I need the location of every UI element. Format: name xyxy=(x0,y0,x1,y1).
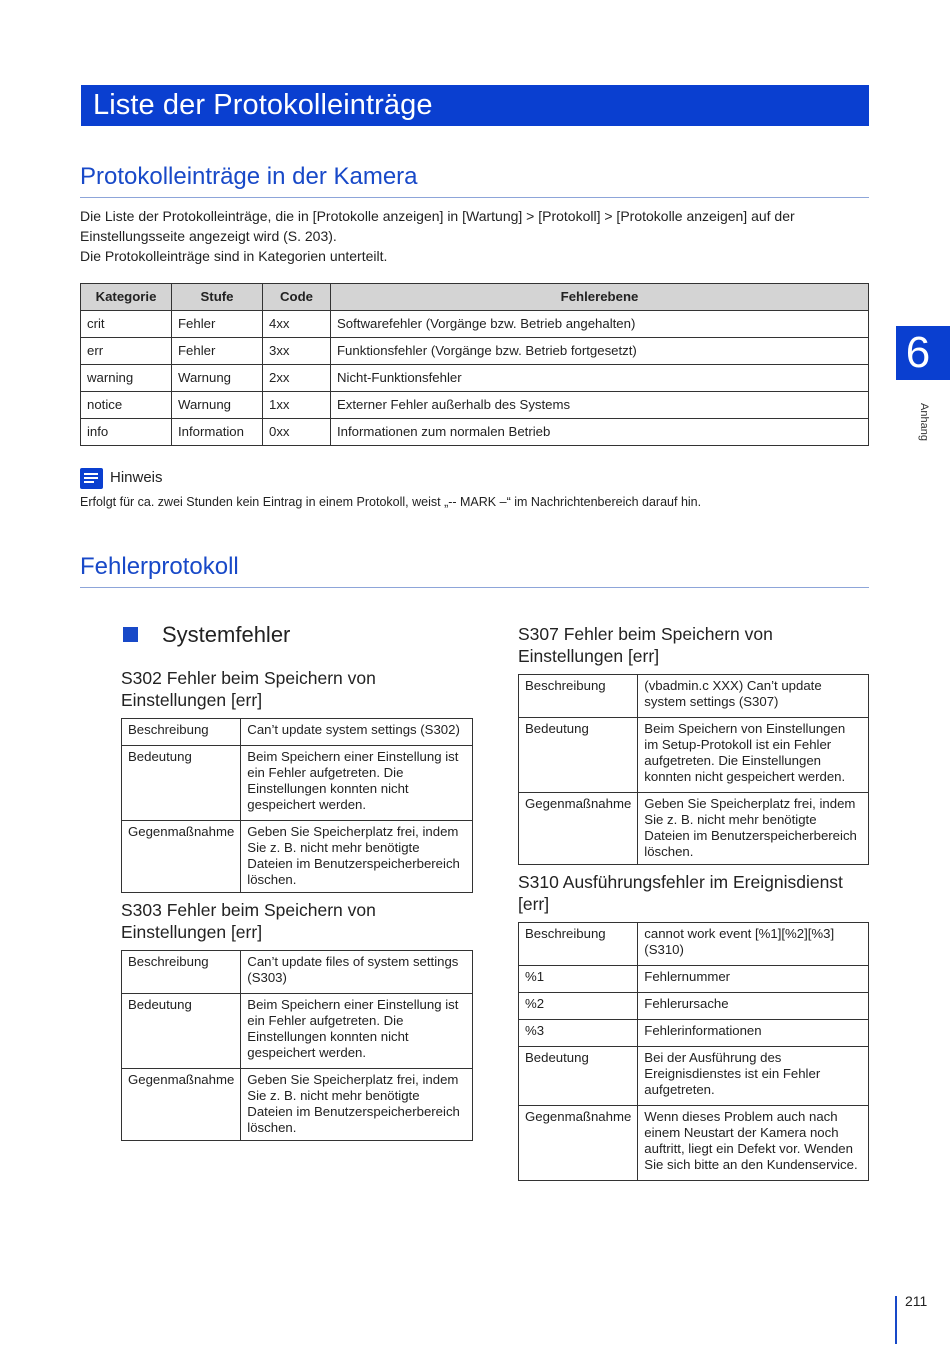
cell-fehlerebene: Informationen zum normalen Betrieb xyxy=(331,419,869,446)
chapter-number: 6 xyxy=(905,328,931,377)
table-row xyxy=(519,993,869,1020)
cell-kategorie: notice xyxy=(81,392,172,419)
hint-label: Hinweis xyxy=(110,469,163,486)
row-key: %1 xyxy=(519,966,638,993)
row-key: Beschreibung xyxy=(122,719,241,746)
row-key: Gegenmaßnahme xyxy=(122,1069,241,1141)
col-header-stufe: Stufe xyxy=(172,284,263,311)
row-value: Fehlerinformationen xyxy=(638,1020,869,1047)
cell-stufe: Fehler xyxy=(172,338,263,365)
s307-title-line-2: Einstellungen [err] xyxy=(518,646,660,666)
cell-kategorie: info xyxy=(81,419,172,446)
section-heading-camera-log: Protokolleinträge in der Kamera xyxy=(80,163,418,190)
chapter-label-container xyxy=(908,398,936,458)
table-row xyxy=(122,746,473,821)
chapter-label: Anhang xyxy=(918,403,930,441)
s310-title xyxy=(518,871,843,915)
cell-code: 2xx xyxy=(263,365,331,392)
table-row xyxy=(122,821,473,893)
s303-title-line-1: S303 Fehler beim Speichern von xyxy=(121,900,376,920)
table-header-row xyxy=(81,284,869,311)
row-value: Fehlernummer xyxy=(638,966,869,993)
s310-title-line-1: S310 Ausführungsfehler im Ereignisdienst xyxy=(518,872,843,892)
cell-code: 1xx xyxy=(263,392,331,419)
row-value: Geben Sie Speicherplatz frei, indem Sie z. B. nicht mehr benötigte Dateien im Benutzerspeicherbereich löschen. xyxy=(241,821,473,893)
cell-stufe: Warnung xyxy=(172,365,263,392)
table-row xyxy=(519,718,869,793)
cell-fehlerebene: Funktionsfehler (Vorgänge bzw. Betrieb fortgesetzt) xyxy=(331,338,869,365)
cell-code: 3xx xyxy=(263,338,331,365)
row-key: %2 xyxy=(519,993,638,1020)
table-row xyxy=(519,1020,869,1047)
row-key: Bedeutung xyxy=(122,746,241,821)
row-value: Wenn dieses Problem auch nach einem Neustart der Kamera noch auftritt, liegt ein Defekt vor. Wenden Sie sich bitte an den Kundenservice. xyxy=(638,1106,869,1181)
col-header-kategorie: Kategorie xyxy=(81,284,172,311)
s307-title-line-1: S307 Fehler beim Speichern von xyxy=(518,624,773,644)
row-value: Geben Sie Speicherplatz frei, indem Sie z. B. nicht mehr benötigte Dateien im Benutzerspeicherbereich löschen. xyxy=(241,1069,473,1141)
section-heading-error-log: Fehlerprotokoll xyxy=(80,553,239,580)
page-number: 211 xyxy=(905,1293,928,1309)
table-row xyxy=(519,1106,869,1181)
row-key: Gegenmaßnahme xyxy=(122,821,241,893)
s302-title xyxy=(121,667,376,711)
square-bullet-icon xyxy=(123,627,138,642)
row-key: Bedeutung xyxy=(519,718,638,793)
row-value: Beim Speichern von Einstellungen im Setup-Protokoll ist ein Fehler aufgetreten. Die Einstellungen konnten nicht gespeichert werden. xyxy=(638,718,869,793)
row-value: cannot work event [%1][%2][%3] (S310) xyxy=(638,923,869,966)
row-key: Beschreibung xyxy=(519,923,638,966)
table-row xyxy=(122,951,473,994)
s307-table xyxy=(518,674,869,865)
section-divider xyxy=(80,197,869,198)
cell-code: 0xx xyxy=(263,419,331,446)
table-row xyxy=(81,419,869,446)
intro-line-3: Die Protokolleinträge sind in Kategorien unterteilt. xyxy=(80,248,388,264)
s307-title xyxy=(518,623,773,667)
table-row xyxy=(81,338,869,365)
row-key: Gegenmaßnahme xyxy=(519,1106,638,1181)
table-row xyxy=(519,1047,869,1106)
row-key: Beschreibung xyxy=(519,675,638,718)
row-value: Beim Speichern einer Einstellung ist ein Fehler aufgetreten. Die Einstellungen konnten nicht gespeichert werden. xyxy=(241,746,473,821)
subsection-heading: Systemfehler xyxy=(162,622,291,647)
log-category-table xyxy=(80,283,869,446)
col-header-fehlerebene: Fehlerebene xyxy=(331,284,869,311)
s302-title-line-2: Einstellungen [err] xyxy=(121,690,263,710)
table-row xyxy=(122,719,473,746)
cell-stufe: Warnung xyxy=(172,392,263,419)
s310-title-line-2: [err] xyxy=(518,894,550,914)
page-number-rule xyxy=(895,1296,897,1344)
table-row xyxy=(519,966,869,993)
s302-title-line-1: S302 Fehler beim Speichern von xyxy=(121,668,376,688)
table-row xyxy=(122,1069,473,1141)
table-row xyxy=(122,994,473,1069)
note-icon xyxy=(80,468,103,489)
cell-stufe: Fehler xyxy=(172,311,263,338)
cell-fehlerebene: Softwarefehler (Vorgänge bzw. Betrieb angehalten) xyxy=(331,311,869,338)
page-title: Liste der Protokolleinträge xyxy=(93,89,433,121)
hint-text: Erfolgt für ca. zwei Stunden kein Eintrag in einem Protokoll, weist „-- MARK –“ im Nachrichtenbereich darauf hin. xyxy=(80,495,702,509)
cell-kategorie: err xyxy=(81,338,172,365)
s303-title-line-2: Einstellungen [err] xyxy=(121,922,263,942)
table-row xyxy=(519,793,869,865)
row-value: (vbadmin.c XXX) Can’t update system settings (S307) xyxy=(638,675,869,718)
intro-line-1: Die Liste der Protokolleinträge, die in [Protokolle anzeigen] in [Wartung] > [Protokoll] > [Protokolle anzeigen] auf der xyxy=(80,208,795,224)
intro-paragraph xyxy=(80,206,870,266)
row-key: Gegenmaßnahme xyxy=(519,793,638,865)
s302-table xyxy=(121,718,473,893)
section-divider xyxy=(80,587,869,588)
s303-title xyxy=(121,899,376,943)
s303-table xyxy=(121,950,473,1141)
cell-kategorie: warning xyxy=(81,365,172,392)
row-value: Can’t update system settings (S302) xyxy=(241,719,473,746)
row-value: Fehlerursache xyxy=(638,993,869,1020)
cell-stufe: Information xyxy=(172,419,263,446)
s310-table xyxy=(518,922,869,1181)
intro-line-2: Einstellungsseite angezeigt wird (S. 203). xyxy=(80,228,337,244)
table-row xyxy=(81,392,869,419)
col-header-code: Code xyxy=(263,284,331,311)
row-value: Bei der Ausführung des Ereignisdienstes ist ein Fehler aufgetreten. xyxy=(638,1047,869,1106)
table-row xyxy=(81,311,869,338)
table-row xyxy=(519,923,869,966)
table-row xyxy=(81,365,869,392)
row-key: %3 xyxy=(519,1020,638,1047)
cell-fehlerebene: Externer Fehler außerhalb des Systems xyxy=(331,392,869,419)
page-title-bar xyxy=(81,85,869,126)
chapter-tab xyxy=(896,326,950,380)
row-value: Geben Sie Speicherplatz frei, indem Sie z. B. nicht mehr benötigte Dateien im Benutzerspeicherbereich löschen. xyxy=(638,793,869,865)
row-value: Beim Speichern einer Einstellung ist ein Fehler aufgetreten. Die Einstellungen konnten nicht gespeichert werden. xyxy=(241,994,473,1069)
cell-kategorie: crit xyxy=(81,311,172,338)
cell-code: 4xx xyxy=(263,311,331,338)
table-row xyxy=(519,675,869,718)
row-key: Beschreibung xyxy=(122,951,241,994)
row-key: Bedeutung xyxy=(519,1047,638,1106)
cell-fehlerebene: Nicht-Funktionsfehler xyxy=(331,365,869,392)
row-key: Bedeutung xyxy=(122,994,241,1069)
row-value: Can’t update files of system settings (S303) xyxy=(241,951,473,994)
